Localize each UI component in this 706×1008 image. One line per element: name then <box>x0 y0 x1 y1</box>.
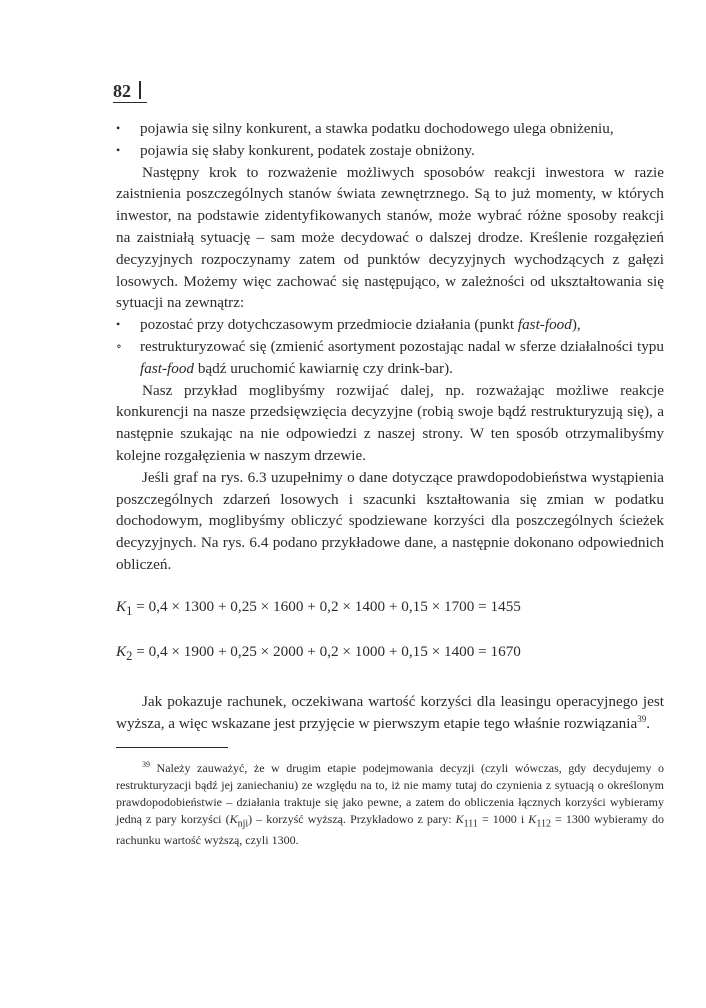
paragraph: Następny krok to rozważenie możliwych sposobów reakcji inwestora w razie zaistnienia poszczególnych stanów świata zewnętrznego. Są to już momenty, w których inwestor, na podstawie zidentyfikowanych stanów, może wybrać różne sposoby reakcji na zaistniałą sytuację – sam może decydować o dalszej drodze. Kreślenie rozgałęzień decyzyjnych rozpoczynamy zatem od punktów decyzyjnych wychodzących z gałęzi losowych. Możemy więc zachować się następująco, w zależności od ukształtowania się sytuacji na zewnątrz: <box>116 163 664 312</box>
bullet-item <box>116 118 664 140</box>
page-body <box>116 118 664 849</box>
bullet-icon: • <box>116 121 121 135</box>
bullet-item <box>116 336 664 380</box>
formula-k1: $K_1 = 0,4 \times 1300 + 0,25 \times 1600 + 0,2 \times 1400 + 0,15 \times 1700 = 1455$ <box>116 597 521 618</box>
bullet-text: pojawia się silny konkurent, a stawka podatku dochodowego ulega obniżeniu, <box>140 120 614 137</box>
bullet-text: restrukturyzować się (zmienić asortyment pozostając nadal w sferze działalności typu fast-food bądź uruchomić kawiarnię czy drink-bar). <box>140 337 664 377</box>
footnote-divider <box>116 747 228 748</box>
page-number-text: 82 <box>113 81 131 101</box>
footnote: $^{39}$ Należy zauważyć, że w drugim etapie podejmowania decyzji (czyli wówczas, gdy decydujemy o restrukturyzacji bądź jej zaniechaniu) ze względu na to, iż nie mamy tutaj do czynienia z sytuacją o określonym prawdopodobieństwie – działania traktuje się jako pewne, a zatem do obliczenia łącznych korzyści wybieramy jedną z pary korzyści $(K_{nji})$ – korzyść wyższą. Przykładowo z pary: $K_{111} = 1000$ i $K_{112} = 1300$ wybieramy do rachunku wartość wyższą, czyli 1300. <box>116 759 665 848</box>
paragraph: Nasz przykład moglibyśmy rozwijać dalej, np. rozważając możliwe reakcje konkurencji na nasze przedsięwzięcia decyzyjne (robią swoje bądź restrukturyzują się), a następnie szukając na nie odpowiedzi z naszej strony. W ten sposób otrzymalibyśmy kolejne rozgałęzienia w naszym drzewie. <box>116 381 664 464</box>
paragraph: Jeśli graf na rys. 6.3 uzupełnimy o dane dotyczące prawdopodobieństwa wystąpienia poszczególnych zdarzeń losowych i szacunki kształtowania się zmian w podatku dochodowym, moglibyśmy obliczyć spodziewane korzyści dla poszczególnych ścieżek decyzyjnych. Na rys. 6.4 podano przykładowe dane, a następnie dokonano odpowiednich obliczeń. <box>116 468 664 573</box>
bullet-text: pojawia się słaby konkurent, podatek zostaje obniżony. <box>140 141 475 159</box>
bullet-icon: • <box>116 142 121 157</box>
footnote-number: 39 <box>142 759 150 769</box>
page-number-rule <box>139 81 141 99</box>
page-number <box>113 80 147 103</box>
footnote-reference[interactable]: 39 <box>637 714 647 725</box>
bullet-item <box>116 314 664 336</box>
formula-k2: $K_2 = 0,4 \times 1900 + 0,25 \times 2000 + 0,2 \times 1000 + 0,15 \times 1400 = 1670$ <box>116 642 521 663</box>
bullet-text: pozostać przy dotychczasowym przedmiocie działania (punkt fast-food), <box>140 316 581 334</box>
bullet-icon: ∘ <box>116 338 122 353</box>
bullet-item <box>116 140 664 162</box>
bullet-icon: • <box>116 317 121 332</box>
paragraph: Jak pokazuje rachunek, oczekiwana wartość korzyści dla leasingu operacyjnego jest wyższa, a więc wskazane jest przyjęcie w pierwszym etapie tego właśnie rozwiązania$^{39}$. <box>116 693 664 733</box>
